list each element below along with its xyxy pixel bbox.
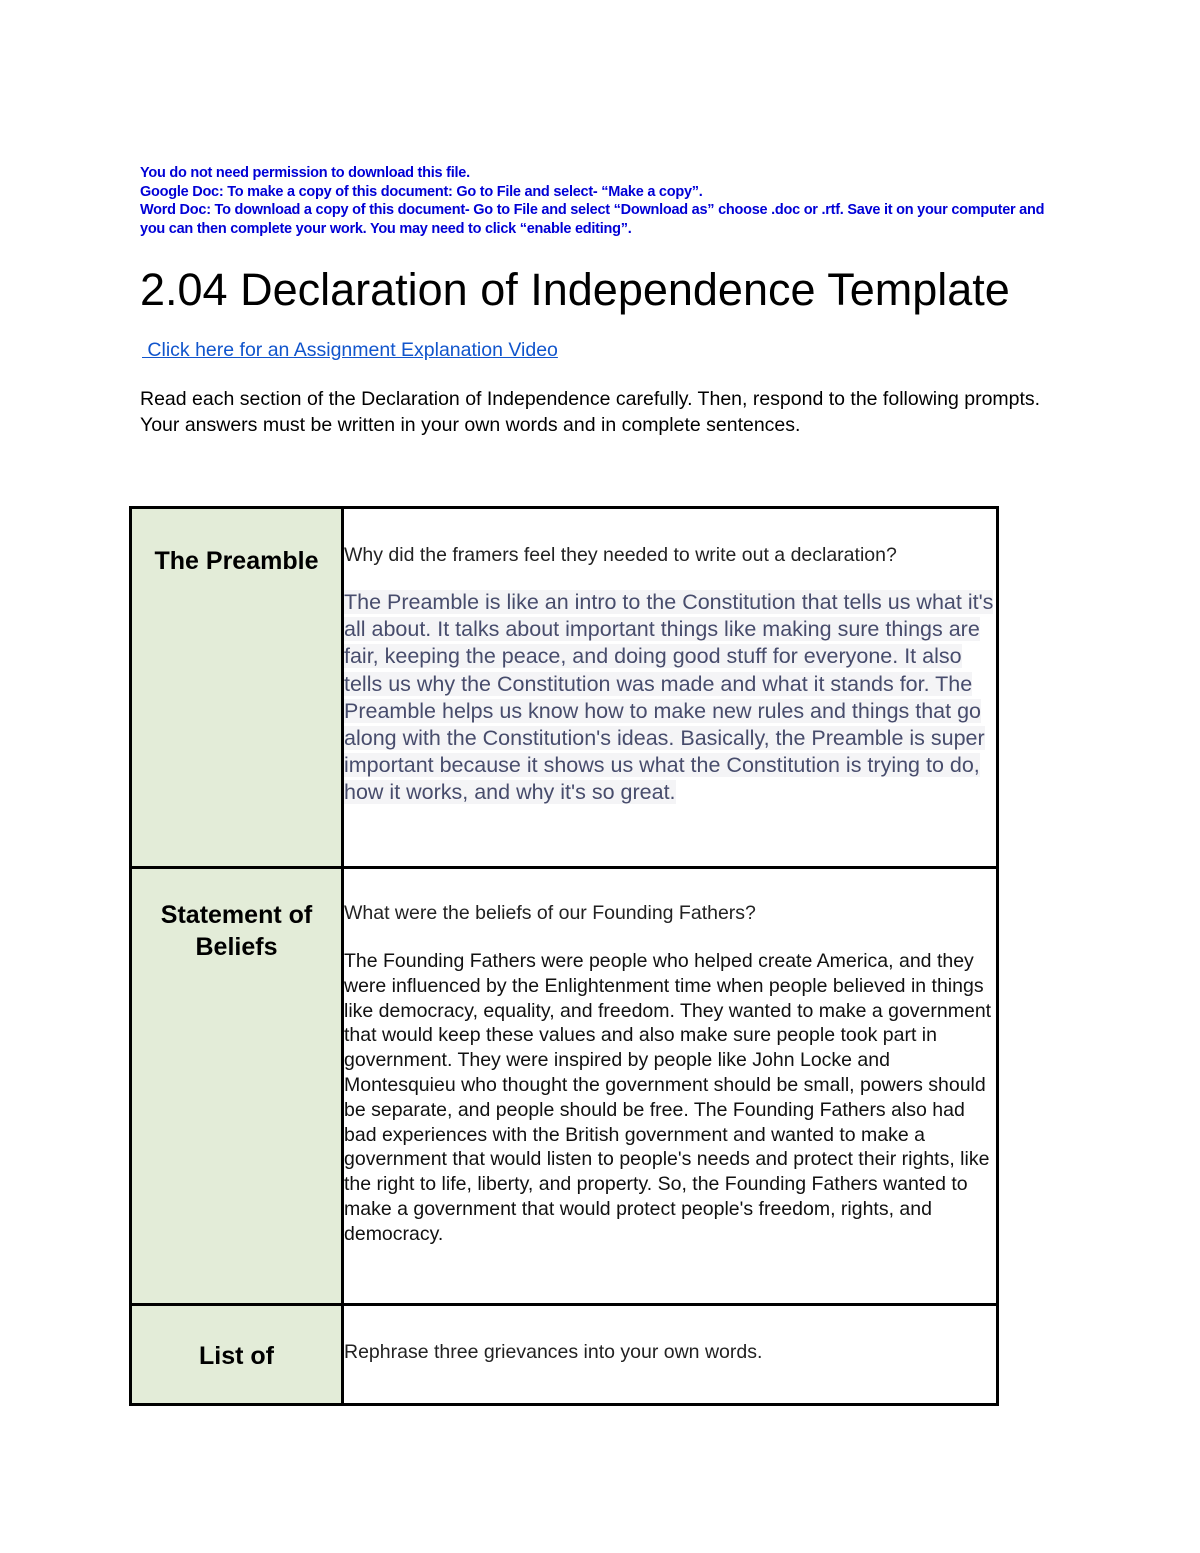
row-prompt: Rephrase three grievances into your own words. bbox=[344, 1341, 763, 1363]
row-answer-text[interactable]: The Preamble is like an intro to the Constitution that tells us what it's all about. It talks about important things like making sure things are fair, keeping the peace, and doing good stuff for everyone. It also tells us why the Constitution was made and what it stands for. The Preamble helps us know how to make new rules and things that go along with the Constitution's ideas. Basically, the Preamble is super important because it shows us what the Constitution is trying to do, how it works, and why it's so great. bbox=[344, 590, 994, 805]
row-content-cell[interactable] bbox=[343, 1305, 998, 1405]
row-content-cell[interactable] bbox=[343, 868, 998, 1305]
instructions-paragraph: Read each section of the Declaration of Independence carefully. Then, respond to the following prompts. Your answers must be written in your own words and in complete sentences. bbox=[140, 388, 1041, 436]
row-label: Statement of Beliefs bbox=[160, 901, 313, 961]
page-title: 2.04 Declaration of Independence Template bbox=[140, 264, 1010, 315]
row-prompt: Why did the framers feel they needed to write out a declaration? bbox=[344, 544, 897, 566]
table-row-beliefs bbox=[131, 868, 998, 1305]
notice-line-permission: You do not need permission to download this file. bbox=[140, 165, 470, 181]
row-label: The Preamble bbox=[154, 547, 319, 575]
table-row-grievances bbox=[131, 1305, 998, 1405]
row-label-cell bbox=[131, 1305, 343, 1405]
download-notice bbox=[140, 164, 1060, 238]
assignment-video-link[interactable]: Click here for an Assignment Explanation Video bbox=[142, 339, 558, 361]
row-label: List of bbox=[199, 1342, 274, 1370]
row-answer[interactable]: The Founding Fathers were people who helped create America, and they were influenced by the Enlightenment time when people believed in things like democracy, equality, and freedom. They wanted to make a government that would keep these values and also make sure people took part in government. They were inspired by people like John Locke and Montesquieu who thought the government should be small, powers should be separate, and people should be free. The Founding Fathers also had bad experiences with the British government and wanted to make a government that would listen to people's needs and protect their rights, like the right to life, liberty, and property. So, the Founding Fathers wanted to make a government that would protect people's freedom, rights, and democracy. bbox=[344, 950, 992, 1245]
table-row-preamble bbox=[131, 508, 998, 868]
notice-line-word-doc: Word Doc: To download a copy of this document- Go to File and select “Download as” choose .doc or .rtf. Save it on your computer and you can then complete your work. You may need to click “enable editing”. bbox=[140, 202, 1045, 237]
row-prompt: What were the beliefs of our Founding Fathers? bbox=[344, 902, 756, 924]
row-content-cell[interactable] bbox=[343, 508, 998, 868]
response-table bbox=[129, 506, 999, 1406]
row-label-cell bbox=[131, 508, 343, 868]
row-label-cell bbox=[131, 868, 343, 1305]
row-answer[interactable] bbox=[344, 589, 996, 807]
notice-line-google-doc: Google Doc: To make a copy of this document: Go to File and select- “Make a copy”. bbox=[140, 183, 703, 200]
